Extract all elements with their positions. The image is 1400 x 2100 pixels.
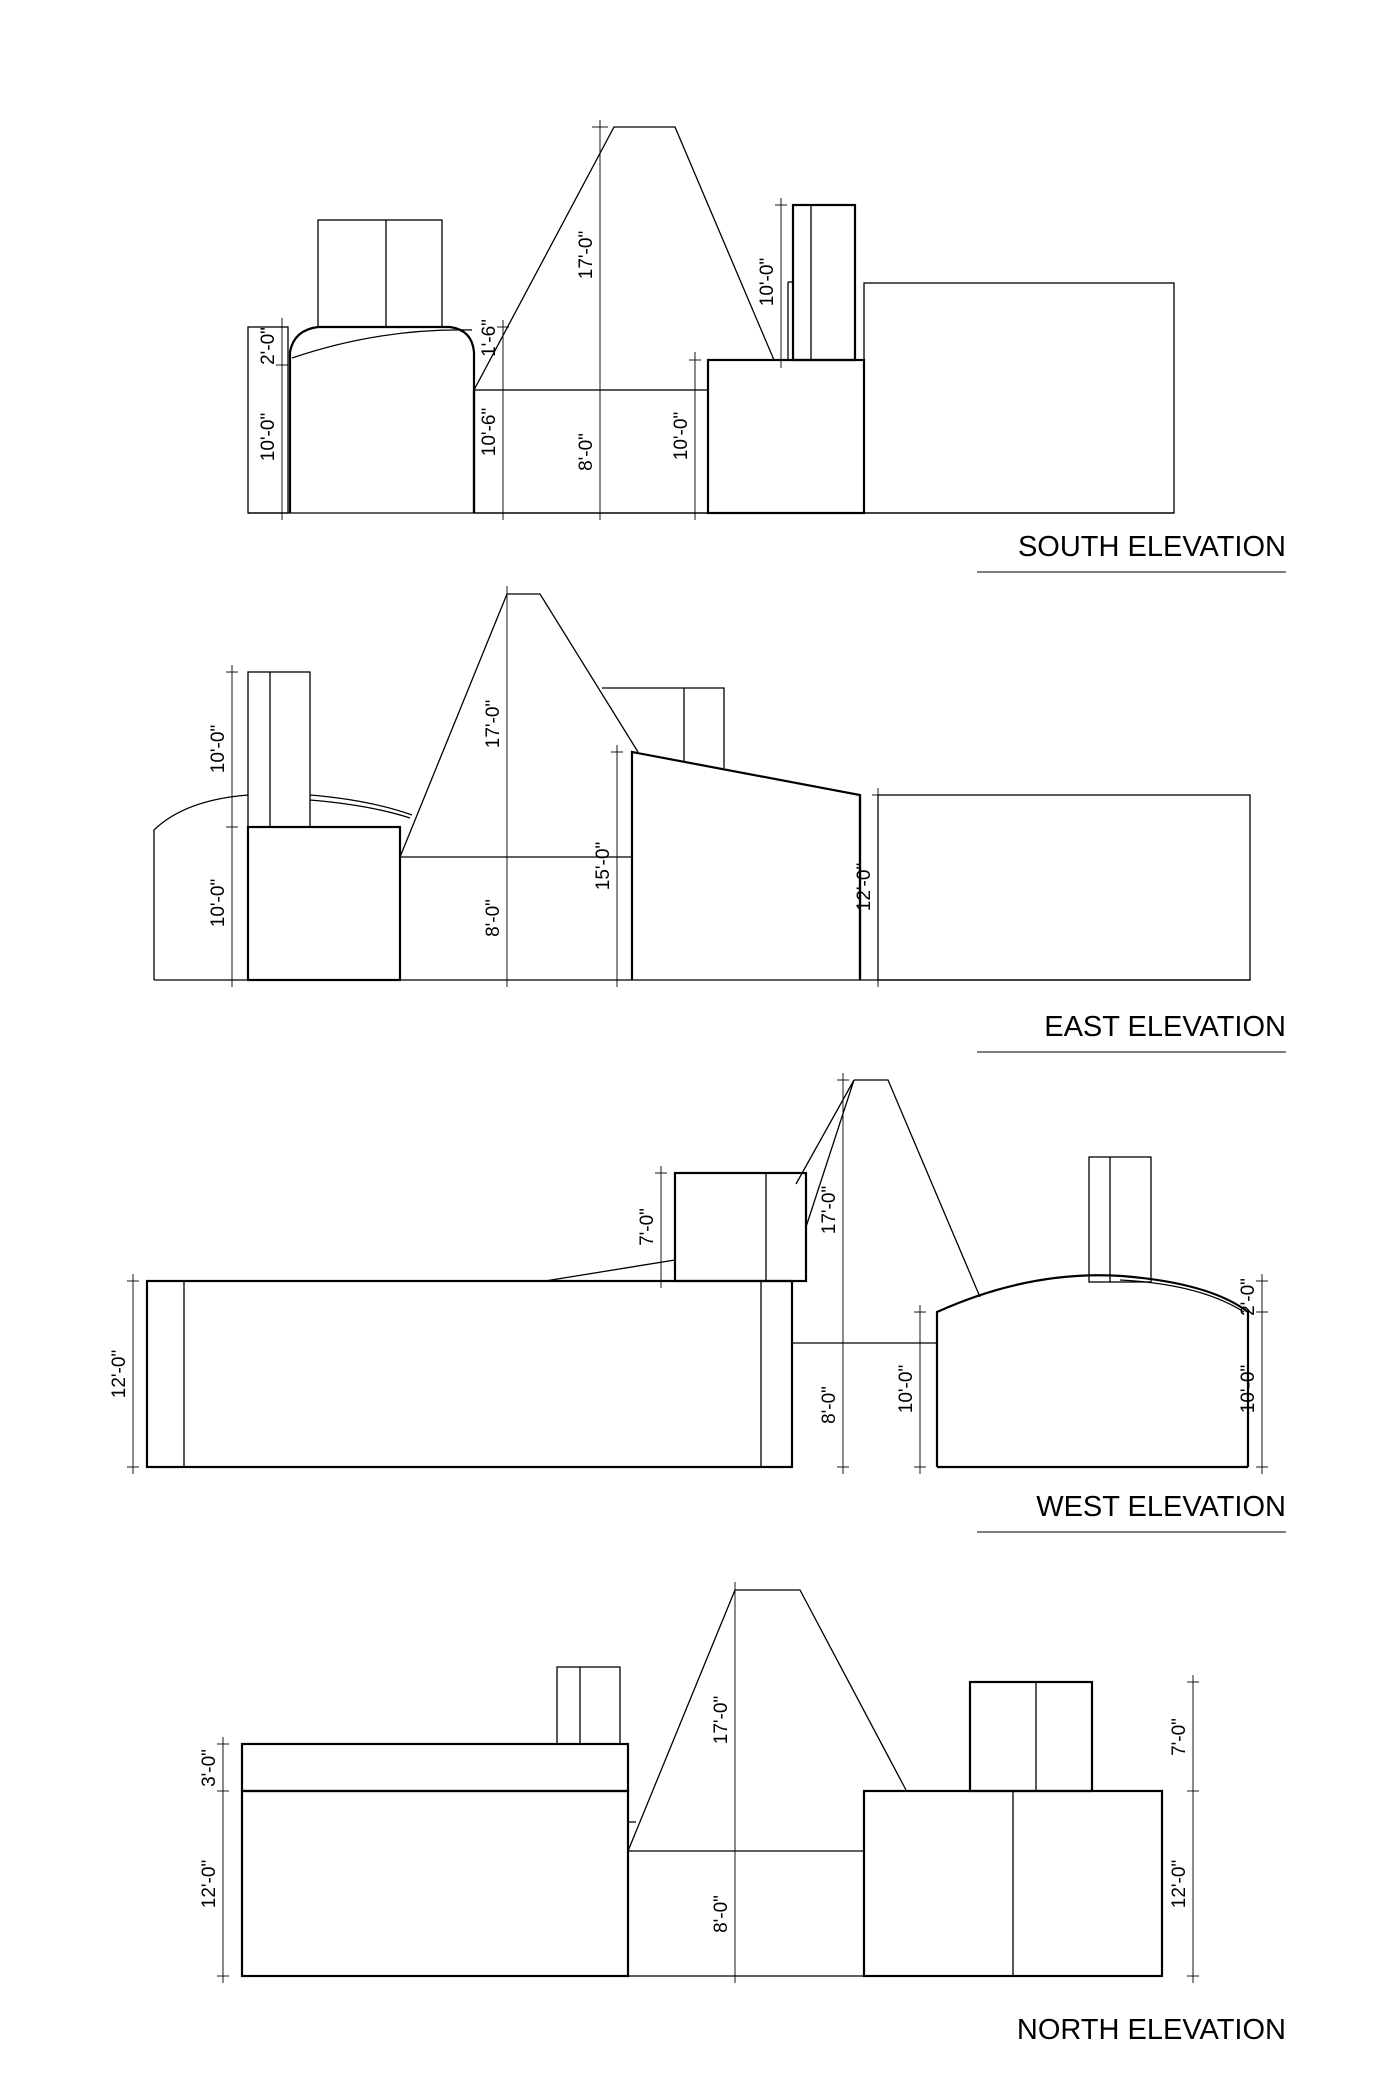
- east-outline: [154, 594, 1250, 980]
- west-dim-8ft: 8'-0": [819, 1386, 840, 1424]
- south-dim-10ft-chimney: 10'-0": [757, 257, 778, 307]
- north-dim-3ft: 3'-0": [199, 1749, 220, 1787]
- west-dim-2ft: 2'-0": [1238, 1278, 1259, 1316]
- south-dim-10ft-mid: 10'-0": [671, 411, 692, 461]
- south-dim-17ft: 17'-0": [576, 230, 597, 280]
- east-dim-17ft: 17'-0": [483, 699, 504, 749]
- west-outline: [147, 1080, 1248, 1467]
- east-dim-10ft-chimney: 10'-0": [208, 724, 229, 774]
- east-dim-10ft-base: 10'-0": [208, 878, 229, 928]
- west-elevation: [109, 1073, 1286, 1532]
- west-elevation-title: WEST ELEVATION: [1036, 1491, 1286, 1523]
- north-elevation-title: NORTH ELEVATION: [1016, 2014, 1286, 2046]
- north-elevation: [199, 1582, 1286, 2046]
- east-elevation-title: EAST ELEVATION: [1044, 1011, 1286, 1043]
- east-dim-15ft: 15'-0": [593, 841, 614, 891]
- north-dimensions: [217, 1582, 1199, 1983]
- south-outline: [248, 127, 1174, 513]
- south-elevation: [248, 120, 1286, 572]
- south-dim-8ft: 8'-0": [576, 433, 597, 471]
- north-dim-12ft-right: 12'-0": [1169, 1859, 1190, 1909]
- north-dim-17ft: 17'-0": [711, 1695, 732, 1745]
- west-dim-12ft: 12'-0": [109, 1349, 130, 1399]
- north-outline: [242, 1590, 1162, 1976]
- west-dim-10ft-mid: 10'-0": [896, 1364, 917, 1414]
- east-dim-12ft: 12'-0": [854, 862, 875, 912]
- south-elevation-title: SOUTH ELEVATION: [1017, 531, 1286, 563]
- west-dim-7ft: 7'-0": [637, 1208, 658, 1246]
- south-dim-10ft-left: 10'-0": [258, 412, 279, 462]
- west-dimensions: [127, 1073, 1268, 1474]
- north-dim-8ft: 8'-0": [711, 1895, 732, 1933]
- west-dim-17ft: 17'-0": [819, 1185, 840, 1235]
- west-dim-10ft-right: 10'-0": [1238, 1364, 1259, 1414]
- north-dim-7ft: 7'-0": [1169, 1718, 1190, 1756]
- south-dimensions: [276, 120, 787, 520]
- east-dim-8ft: 8'-0": [483, 899, 504, 937]
- north-dim-12ft-left: 12'-0": [199, 1859, 220, 1909]
- south-dim-2ft: 2'-0": [258, 327, 279, 365]
- south-dim-10ft6: 10'-6": [479, 407, 500, 457]
- east-dimensions: [226, 586, 884, 987]
- east-elevation: [154, 586, 1286, 1052]
- south-dim-1ft6: 1'-6": [479, 319, 500, 357]
